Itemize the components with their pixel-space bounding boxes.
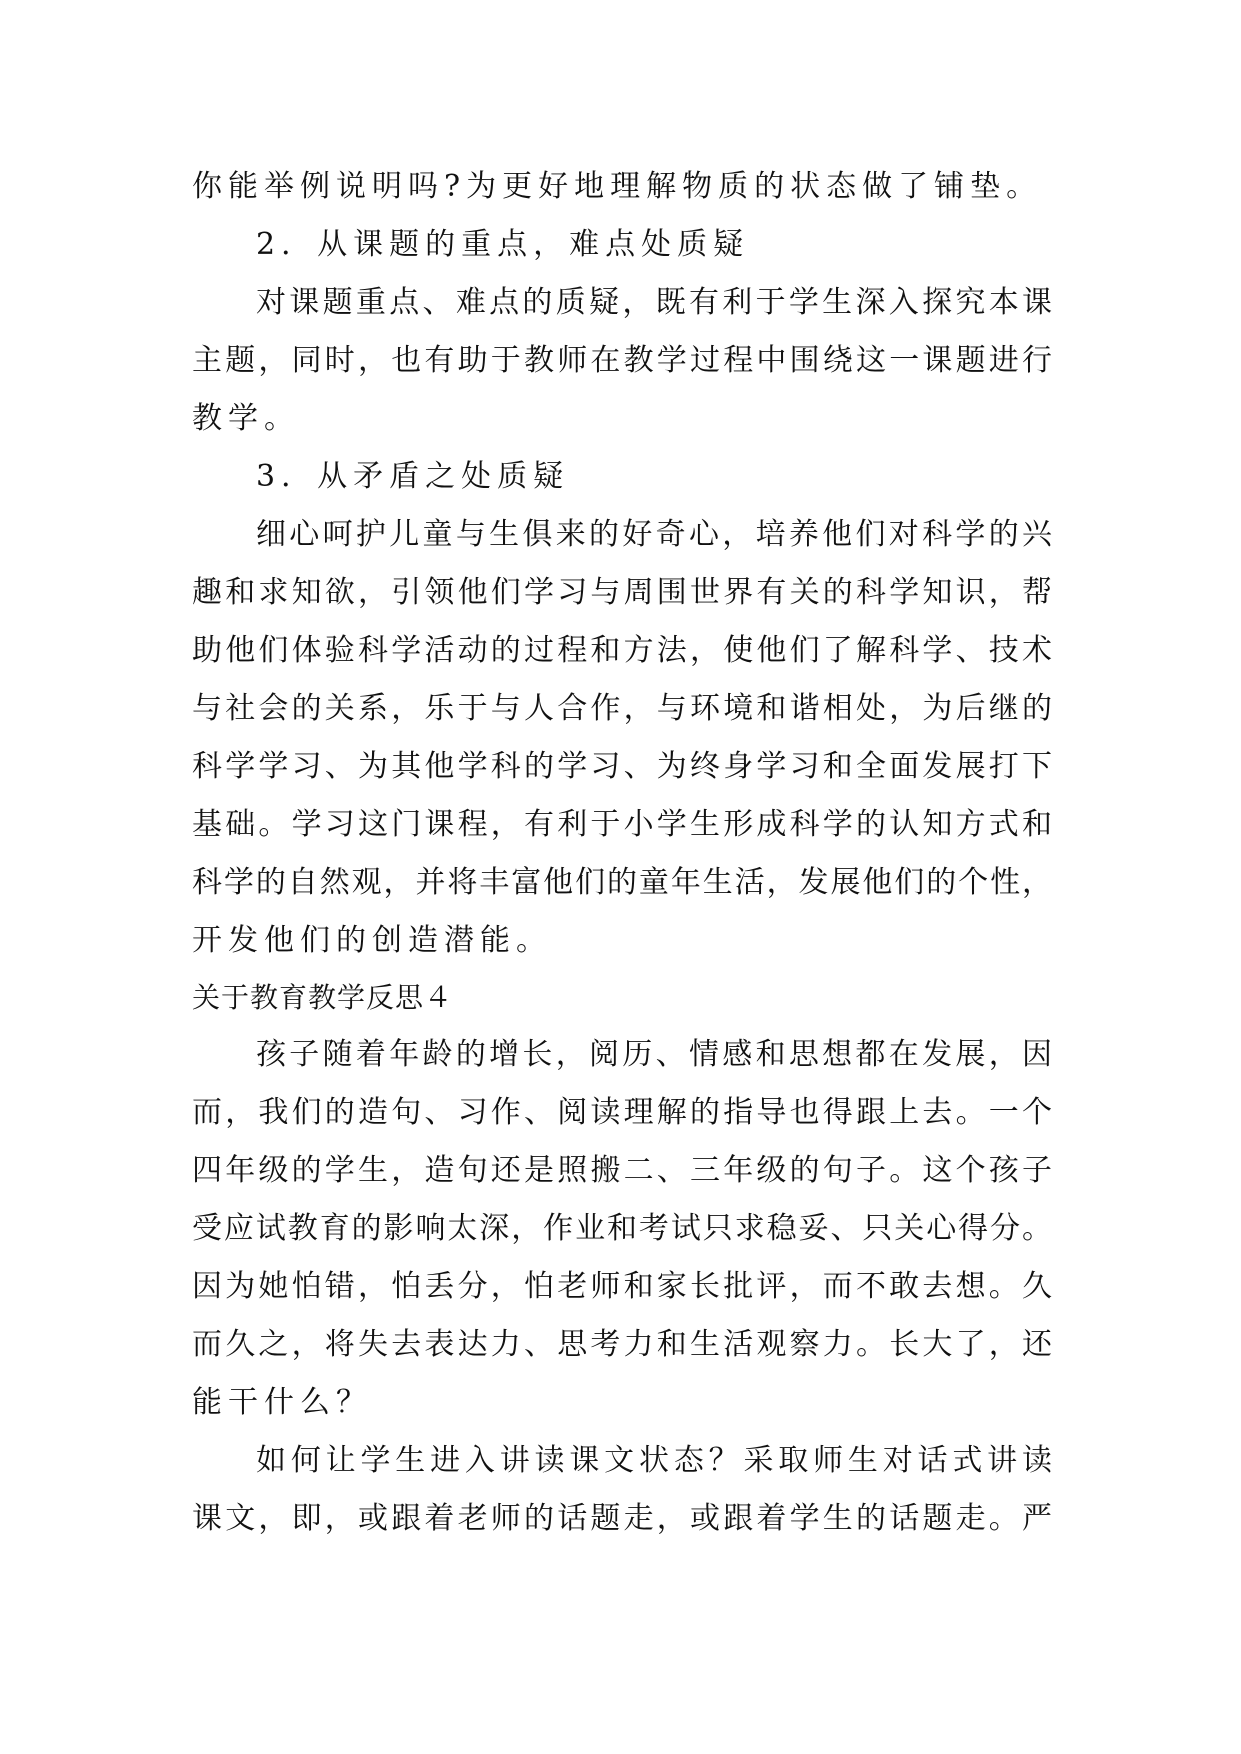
text-line: 开发他们的创造潜能。 — [192, 923, 552, 958]
numbered-subheading: 2．从课题的重点，难点处质疑 — [256, 227, 750, 262]
section-heading: 关于教育教学反思４ — [192, 981, 454, 1014]
text-line: 科学学习、为其他学科的学习、为终身学习和全面发展打下 — [192, 749, 1052, 784]
text-line: 而，我们的造句、习作、阅读理解的指导也得跟上去。一个 — [192, 1095, 1052, 1130]
text-line: 而久之，将失去表达力、思考力和生活观察力。长大了，还 — [192, 1327, 1052, 1362]
text-line: 因为她怕错，怕丢分，怕老师和家长批评，而不敢去想。久 — [192, 1269, 1052, 1304]
text-line: 科学的自然观，并将丰富他们的童年生活，发展他们的个性， — [192, 865, 1052, 900]
text-line: 趣和求知欲，引领他们学习与周围世界有关的科学知识，帮 — [192, 575, 1052, 610]
text-line: 如何让学生进入讲读课文状态？采取师生对话式讲读 — [256, 1443, 1052, 1478]
text-line: 受应试教育的影响太深，作业和考试只求稳妥、只关心得分。 — [192, 1211, 1052, 1246]
text-line: 孩子随着年龄的增长，阅历、情感和思想都在发展，因 — [256, 1037, 1052, 1072]
text-line: 你能举例说明吗?为更好地理解物质的状态做了铺垫。 — [192, 169, 1043, 204]
text-line: 与社会的关系，乐于与人合作，与环境和谐相处，为后继的 — [192, 691, 1052, 726]
document-page — [192, 158, 1052, 1548]
text-line: 基础。学习这门课程，有利于小学生形成科学的认知方式和 — [192, 807, 1052, 842]
text-line: 能干什么？ — [192, 1385, 372, 1420]
text-line: 细心呵护儿童与生俱来的好奇心，培养他们对科学的兴 — [256, 517, 1052, 552]
numbered-subheading: 3．从矛盾之处质疑 — [256, 459, 570, 494]
text-line: 四年级的学生，造句还是照搬二、三年级的句子。这个孩子 — [192, 1153, 1052, 1188]
text-line: 助他们体验科学活动的过程和方法，使他们了解科学、技术 — [192, 633, 1052, 668]
text-line: 教学。 — [192, 401, 300, 436]
text-line: 对课题重点、难点的质疑，既有利于学生深入探究本课 — [256, 285, 1052, 320]
text-line: 主题，同时，也有助于教师在教学过程中围绕这一课题进行 — [192, 343, 1052, 378]
text-line: 课文，即，或跟着老师的话题走，或跟着学生的话题走。严 — [192, 1501, 1052, 1536]
